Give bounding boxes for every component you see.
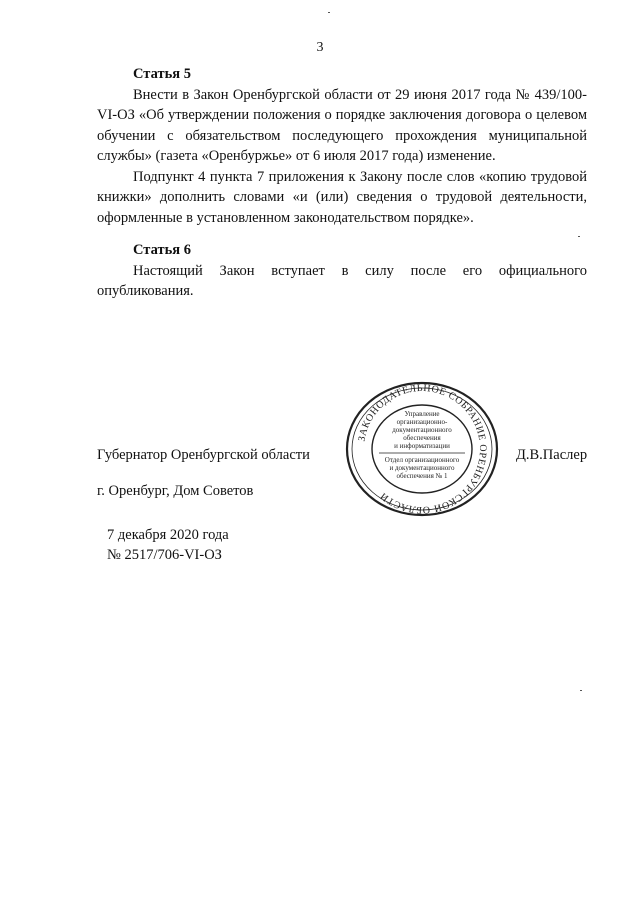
- scan-speck: [580, 690, 582, 691]
- article-5-paragraph-2: Подпункт 4 пункта 7 приложения к Закону после слов «копию трудовой книжки» дополнить словами «и (или) сведения о трудовой деятельности, оформленные в установленном законодательством порядке».: [97, 168, 587, 226]
- signatory-position: Губернатор Оренбургской области: [97, 447, 310, 463]
- law-number: № 2517/706-VI-ОЗ: [107, 547, 222, 563]
- svg-text:организационно-: организационно-: [396, 418, 448, 426]
- svg-text:и информатизации: и информатизации: [394, 442, 450, 450]
- official-seal: [343, 380, 501, 518]
- scan-speck: [578, 236, 580, 237]
- svg-text:Управление: Управление: [404, 410, 440, 418]
- svg-text:документационного: документационного: [392, 426, 452, 434]
- article-5: [97, 64, 587, 228]
- signing-place: г. Оренбург, Дом Советов: [97, 483, 254, 499]
- svg-text:и документационного: и документационного: [389, 464, 455, 472]
- article-5-heading: Статья 5: [133, 66, 191, 82]
- article-6-heading: Статья 6: [133, 242, 191, 258]
- seal-icon: [343, 380, 501, 518]
- article-5-paragraph-1: Внести в Закон Оренбургской области от 29 июня 2017 года № 439/100-VI-ОЗ «Об утверждении положения о порядке заключения договора о целевом обучении с обязательством последующего прохождения муниципальной службы» (газета «Оренбуржье» от 6 июля 2017 года) изменение.: [97, 86, 587, 164]
- law-date: 7 декабря 2020 года: [107, 527, 229, 543]
- scan-speck: [328, 12, 330, 13]
- svg-text:обеспечения № 1: обеспечения № 1: [396, 472, 448, 480]
- svg-text:обеспечения: обеспечения: [403, 434, 441, 442]
- svg-text:Отдел организационного: Отдел организационного: [384, 456, 460, 464]
- signatory-name: Д.В.Паслер: [516, 447, 588, 463]
- svg-text:ЗАКОНОДАТЕЛЬНОЕ СОБРАНИЕ ОРЕНБ: ЗАКОНОДАТЕЛЬНОЕ СОБРАНИЕ ОРЕНБУРГСКОЙ ОБЛАСТИ: [356, 382, 489, 516]
- article-6-paragraph-1: Настоящий Закон вступает в силу после его официального опубликования.: [97, 262, 587, 299]
- article-6: [97, 240, 587, 302]
- page-number: 3: [316, 40, 324, 55]
